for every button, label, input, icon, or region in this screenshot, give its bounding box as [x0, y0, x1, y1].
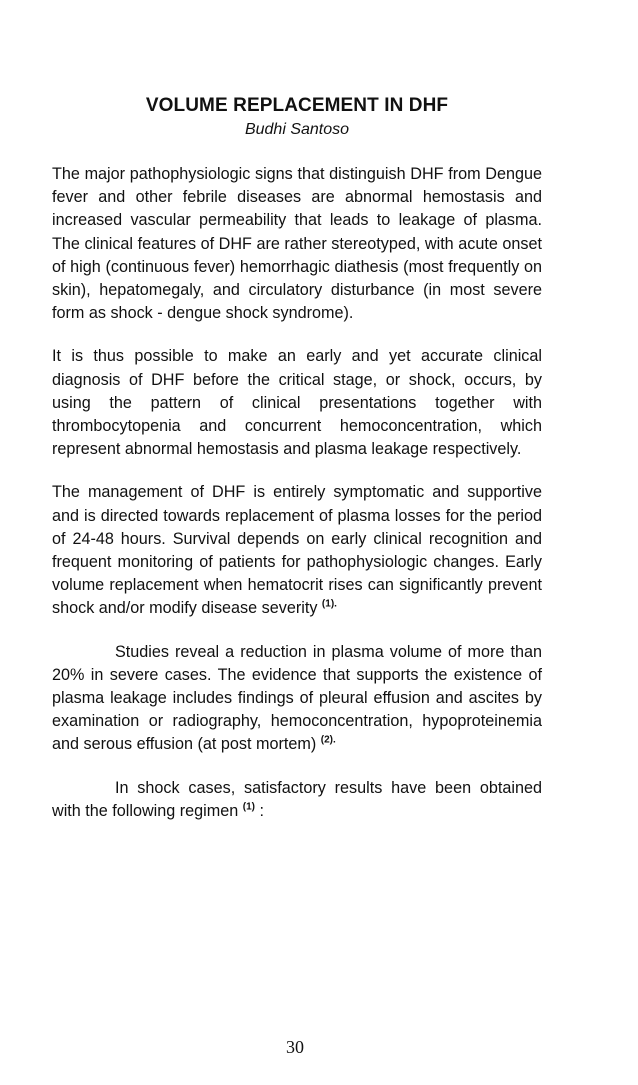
paragraph-5: [52, 777, 542, 823]
paragraph-text: In shock cases, satisfactory results have been obtained with the following regimen: [52, 778, 542, 820]
page-number: 30: [286, 1037, 304, 1057]
document-body: [52, 163, 542, 843]
citation-ref: (2).: [320, 735, 336, 747]
paragraph-tail: :: [254, 801, 264, 820]
paragraph-text: The management of DHF is entirely symptomatic and supportive and is directed towards replacement of plasma losses for the period of 24-48 hours. Survival depends on early clinical recognition and frequent monitoring of patients for pathophysiologic changes. Early volume replacement when hematocrit rises can significantly prevent shock and/or modify disease severity: [52, 483, 542, 618]
paragraph-text: The major pathophysiologic signs that distinguish DHF from Dengue fever and other febrile diseases are abnormal hemostasis and increased vascular permeability that leads to leakage of plasma. The clinical features of DHF are rather stereotyped, with acute onset of high (continuous fever) hemorrhagic diathesis (most frequently on skin), hepatomegaly, and circulatory disturbance (in most severe form as shock - dengue shock syndrome).: [52, 165, 542, 323]
citation-ref: (1).: [321, 599, 337, 611]
paragraph-4: [52, 641, 542, 757]
author-name: Budhi Santoso: [244, 121, 350, 138]
paragraph-1: [52, 163, 542, 325]
document-title: VOLUME REPLACEMENT IN DHF: [145, 95, 449, 116]
citation-ref: (1): [242, 801, 255, 813]
paragraph-2: [52, 345, 542, 461]
paragraph-3: [52, 481, 542, 620]
paragraph-text: Studies reveal a reduction in plasma volume of more than 20% in severe cases. The evidence that supports the existence of plasma leakage includes findings of pleural effusion and ascites by examination or radiography, hemoconcentration, hypoproteinemia and serous effusion (at post mortem): [52, 642, 542, 754]
paragraph-text: It is thus possible to make an early and yet accurate clinical diagnosis of DHF before the critical stage, or shock, occurs, by using the pattern of clinical presentations together with thrombocytopenia and concurrent hemoconcentration, which represent abnormal hemostasis and plasma leakage respectively.: [52, 347, 542, 459]
